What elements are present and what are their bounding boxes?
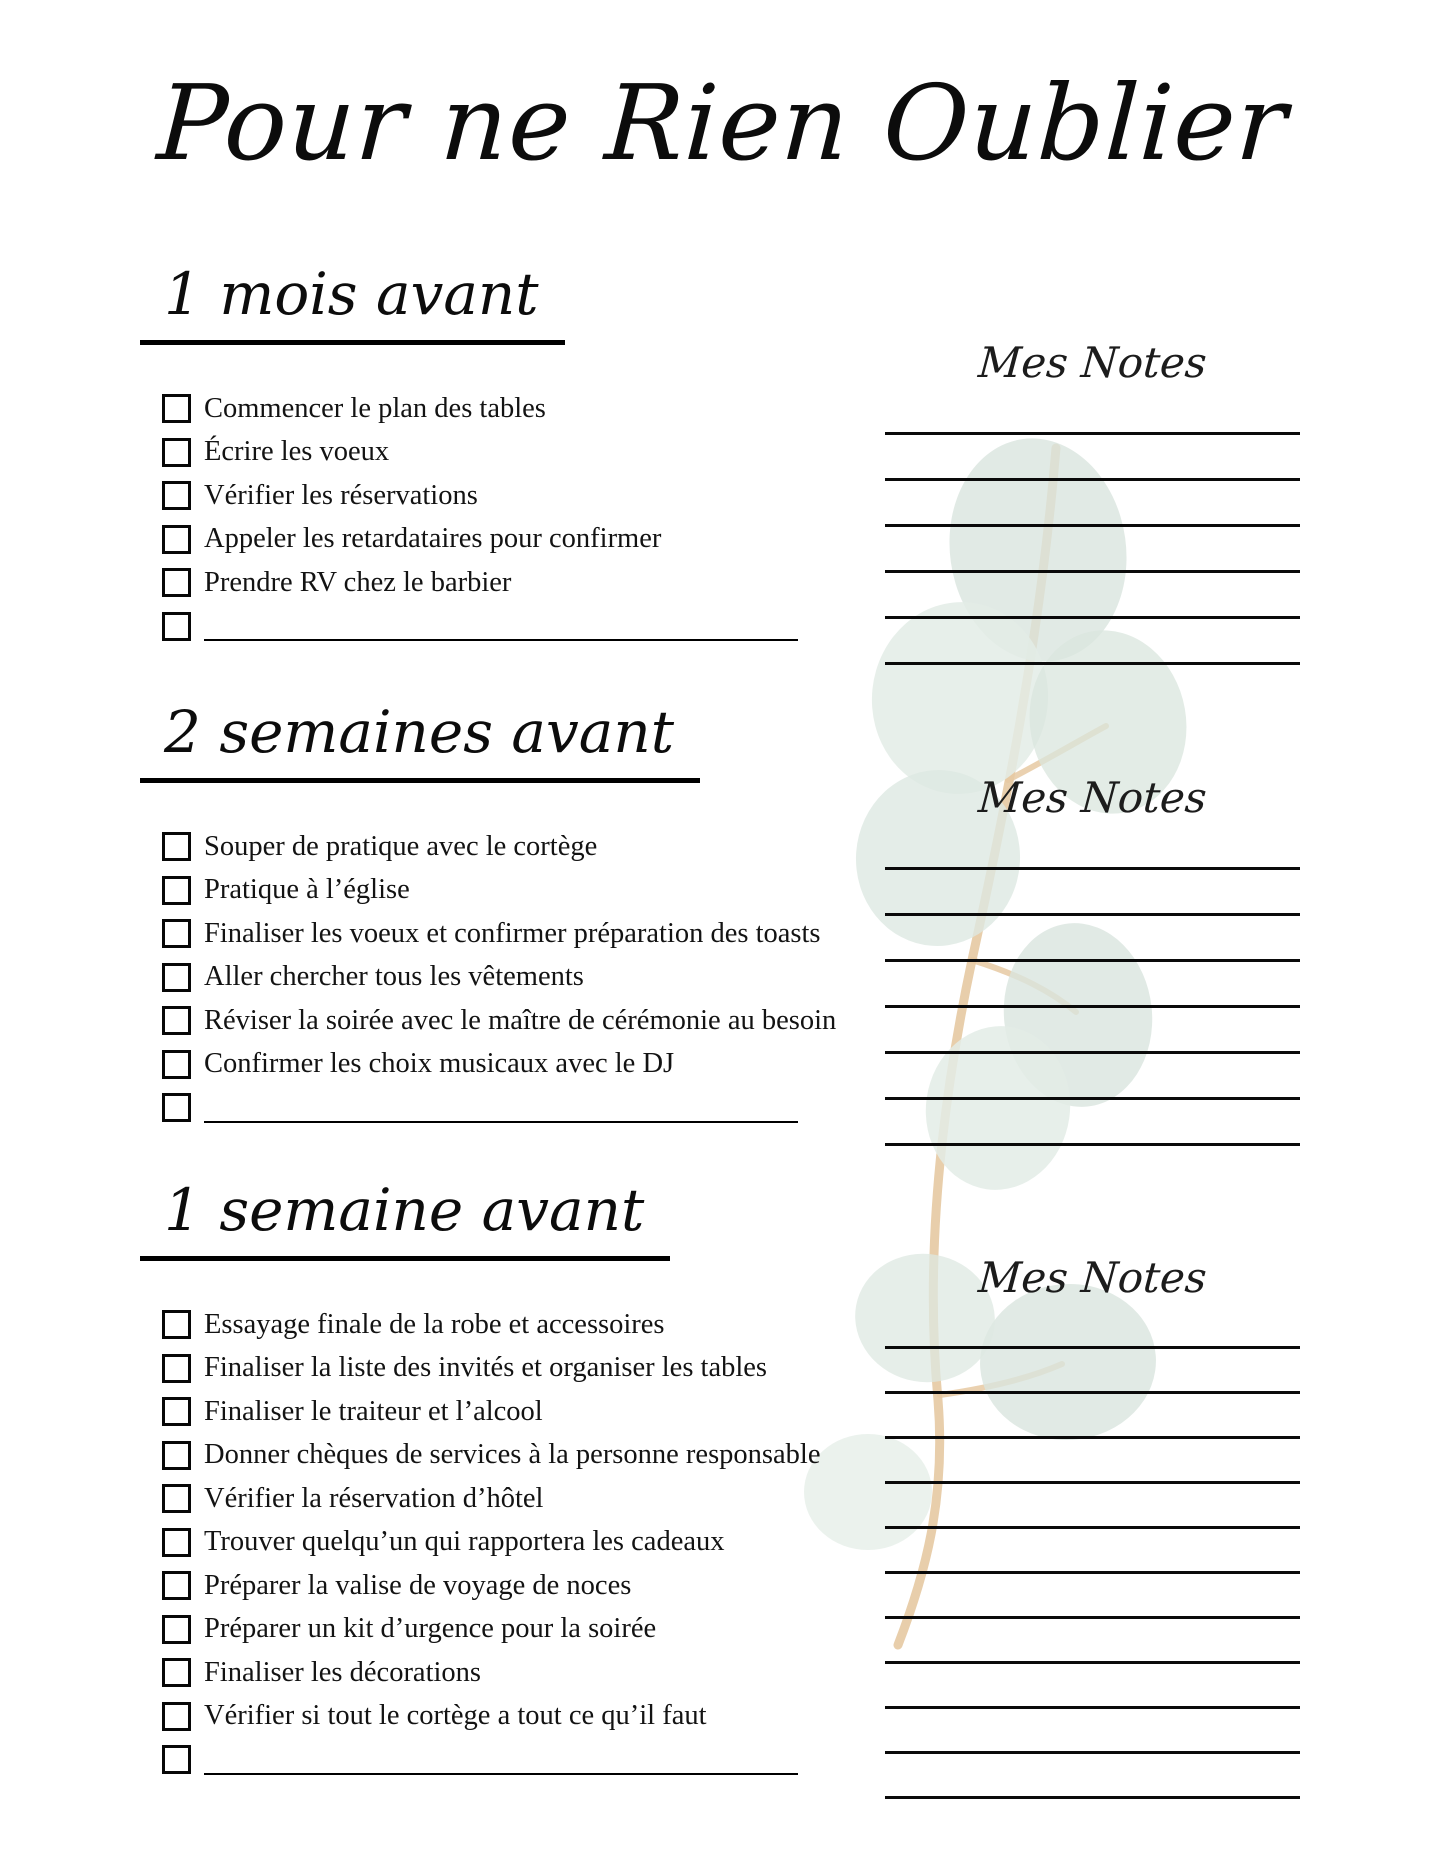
note-line xyxy=(885,1100,1300,1146)
item-label: Aller chercher tous les vêtements xyxy=(204,961,584,992)
checklist-item xyxy=(140,1390,820,1434)
item-label: Écrire les voeux xyxy=(204,436,390,467)
note-line xyxy=(885,1529,1300,1574)
checklist-item-blank xyxy=(140,605,798,649)
notes-block-3 xyxy=(885,1252,1300,1799)
item-label: Commencer le plan des tables xyxy=(204,392,546,424)
section-heading: 1 semaine avant xyxy=(140,1166,670,1261)
note-line xyxy=(885,619,1300,665)
notes-block-2 xyxy=(885,772,1300,1146)
note-line xyxy=(885,824,1300,870)
note-line xyxy=(885,1008,1300,1054)
checklist-item xyxy=(140,474,798,518)
checkbox[interactable] xyxy=(162,525,191,554)
item-label: Finaliser les décorations xyxy=(204,1656,482,1688)
checklist-item xyxy=(140,1477,820,1521)
note-line xyxy=(885,573,1300,619)
section-heading: 1 mois avant xyxy=(140,250,565,345)
checklist-item-blank xyxy=(140,1086,836,1130)
checklist-item xyxy=(140,1043,836,1087)
note-line xyxy=(885,481,1300,527)
write-in-line[interactable] xyxy=(204,1121,798,1123)
page-title: Pour ne Rien Oublier xyxy=(154,62,1291,184)
checklist xyxy=(140,825,836,1130)
item-label: Finaliser les voeux et confirmer préparation des toasts xyxy=(204,917,821,949)
checkbox[interactable] xyxy=(162,876,191,905)
checklist-item xyxy=(140,1608,820,1652)
item-label: Souper de pratique avec le cortège xyxy=(204,830,598,862)
item-label: Prendre RV chez le barbier xyxy=(204,566,512,598)
write-in-line[interactable] xyxy=(204,1773,798,1775)
item-label: Appeler les retardataires pour confirmer xyxy=(204,523,662,554)
checkbox[interactable] xyxy=(162,1310,191,1339)
note-line xyxy=(885,1394,1300,1439)
item-label: Pratique à l’église xyxy=(204,874,410,905)
checklist-item xyxy=(140,999,836,1043)
checkbox[interactable] xyxy=(162,832,191,861)
note-line xyxy=(885,916,1300,962)
note-line xyxy=(885,1484,1300,1529)
checklist-item xyxy=(140,1695,820,1739)
item-label: Finaliser la liste des invités et organiser les tables xyxy=(204,1352,768,1383)
item-label: Confirmer les choix musicaux avec le DJ xyxy=(204,1048,675,1079)
notes-ruled-lines xyxy=(885,389,1300,665)
checkbox[interactable] xyxy=(162,394,191,423)
item-label: Réviser la soirée avec le maître de cérémonie au besoin xyxy=(204,1004,837,1036)
checkbox[interactable] xyxy=(162,1745,191,1774)
item-label: Préparer un kit d’urgence pour la soirée xyxy=(204,1613,657,1644)
section-1-semaine-avant xyxy=(140,1166,820,1782)
item-label: Vérifier les réservations xyxy=(204,479,478,511)
notes-heading: Mes Notes xyxy=(976,773,1209,822)
checklist-item xyxy=(140,1521,820,1565)
checkbox[interactable] xyxy=(162,1050,191,1079)
section-2-semaines-avant xyxy=(140,688,836,1130)
checklist-item xyxy=(140,825,836,869)
item-label: Essayage finale de la robe et accessoires xyxy=(204,1308,665,1340)
item-label: Préparer la valise de voyage de noces xyxy=(204,1569,632,1601)
note-line xyxy=(885,527,1300,573)
checklist-item xyxy=(140,1651,820,1695)
checkbox[interactable] xyxy=(162,612,191,641)
checklist xyxy=(140,1303,820,1782)
checklist-item xyxy=(140,869,836,913)
note-line xyxy=(885,1619,1300,1664)
item-label: Donner chèques de services à la personne responsable xyxy=(204,1439,821,1470)
item-label: Trouver quelqu’un qui rapportera les cadeaux xyxy=(204,1526,725,1557)
checkbox[interactable] xyxy=(162,481,191,510)
checklist-item xyxy=(140,1434,820,1478)
note-line xyxy=(885,1664,1300,1709)
section-heading: 2 semaines avant xyxy=(140,688,700,783)
checkbox[interactable] xyxy=(162,438,191,467)
checklist-item xyxy=(140,1347,820,1391)
note-line xyxy=(885,389,1300,435)
checklist-item xyxy=(140,387,798,431)
item-label: Finaliser le traiteur et l’alcool xyxy=(204,1395,543,1427)
notes-block-1 xyxy=(885,337,1300,665)
checklist-item-blank xyxy=(140,1738,820,1782)
checklist-item xyxy=(140,1564,820,1608)
checklist-item xyxy=(140,1303,820,1347)
checkbox[interactable] xyxy=(162,568,191,597)
checklist xyxy=(140,387,798,648)
note-line xyxy=(885,1754,1300,1799)
notes-heading: Mes Notes xyxy=(976,1253,1209,1302)
checklist-item xyxy=(140,518,798,562)
section-1-mois-avant xyxy=(140,250,798,648)
note-line xyxy=(885,1439,1300,1484)
checkbox[interactable] xyxy=(162,1484,191,1513)
checklist-item xyxy=(140,912,836,956)
checkbox[interactable] xyxy=(162,1093,191,1122)
note-line xyxy=(885,962,1300,1008)
checkbox[interactable] xyxy=(162,919,191,948)
note-line xyxy=(885,870,1300,916)
write-in-line[interactable] xyxy=(204,639,798,641)
checkbox[interactable] xyxy=(162,1441,191,1470)
checkbox[interactable] xyxy=(162,1006,191,1035)
checklist-item xyxy=(140,431,798,475)
note-line xyxy=(885,1574,1300,1619)
note-line xyxy=(885,1054,1300,1100)
note-line xyxy=(885,1349,1300,1394)
item-label: Vérifier la réservation d’hôtel xyxy=(204,1482,544,1514)
checkbox[interactable] xyxy=(162,1658,191,1687)
checklist-item xyxy=(140,956,836,1000)
checkbox[interactable] xyxy=(162,1354,191,1383)
notes-ruled-lines xyxy=(885,824,1300,1146)
checklist-item xyxy=(140,561,798,605)
note-line xyxy=(885,1709,1300,1754)
checkbox[interactable] xyxy=(162,1397,191,1426)
checkbox[interactable] xyxy=(162,963,191,992)
note-line xyxy=(885,435,1300,481)
note-line xyxy=(885,1304,1300,1349)
checkbox[interactable] xyxy=(162,1528,191,1557)
checkbox[interactable] xyxy=(162,1702,191,1731)
notes-heading: Mes Notes xyxy=(976,338,1209,387)
checkbox[interactable] xyxy=(162,1571,191,1600)
notes-ruled-lines xyxy=(885,1304,1300,1799)
checkbox[interactable] xyxy=(162,1615,191,1644)
item-label: Vérifier si tout le cortège a tout ce qu’il faut xyxy=(204,1700,707,1731)
